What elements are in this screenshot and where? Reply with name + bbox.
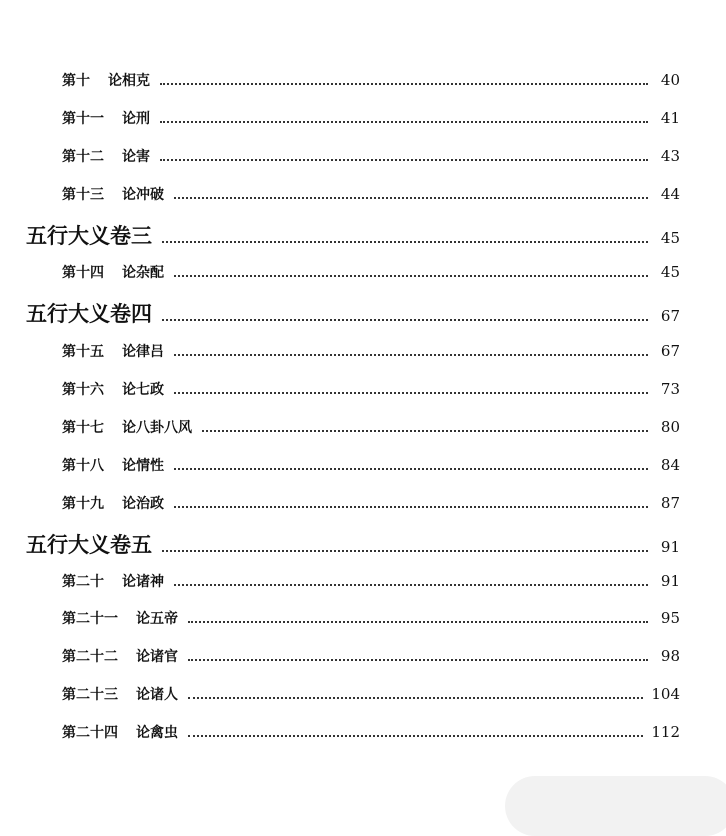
chapter-title: 论杂配 [122, 265, 164, 281]
dot-leader [174, 391, 648, 394]
dot-leader [188, 696, 643, 699]
page-number: 45 [660, 229, 680, 247]
page-number: 67 [660, 307, 680, 325]
dot-leader [188, 734, 643, 737]
dot-leader [160, 120, 648, 123]
dot-leader [162, 240, 648, 243]
chapter-title: 论诸官 [136, 649, 178, 665]
page-number: 112 [651, 723, 680, 741]
page-number: 40 [660, 71, 680, 89]
toc-entry[interactable] [62, 262, 680, 282]
page-number: 84 [660, 456, 680, 474]
chapter-number: 第二十四 [62, 725, 118, 741]
dot-leader [160, 158, 648, 161]
dot-leader [174, 274, 648, 277]
chapter-title: 论相克 [108, 73, 150, 89]
chapter-number: 第二十三 [62, 687, 118, 703]
toc-entry[interactable] [62, 341, 680, 361]
dot-leader [162, 318, 648, 321]
chapter-number: 第二十 [62, 574, 104, 590]
chapter-title: 论情性 [122, 458, 164, 474]
chapter-title: 论刑 [122, 111, 150, 127]
toc-entry[interactable] [62, 455, 680, 475]
page-number: 98 [660, 647, 680, 665]
dot-leader [174, 505, 648, 508]
chapter-number: 第十六 [62, 382, 104, 398]
dot-leader [174, 583, 648, 586]
toc-volume-entry[interactable] [26, 529, 680, 559]
chapter-title: 论禽虫 [136, 725, 178, 741]
chapter-number: 第十三 [62, 187, 104, 203]
volume-title: 五行大义卷三 [26, 223, 152, 248]
toc-entry[interactable] [62, 608, 680, 628]
chapter-title: 论治政 [122, 496, 164, 512]
dot-leader [174, 353, 648, 356]
toc-entry[interactable] [62, 417, 680, 437]
volume-title: 五行大义卷五 [26, 532, 152, 557]
chapter-number: 第十九 [62, 496, 104, 512]
page-number: 44 [660, 185, 680, 203]
chapter-number: 第二十二 [62, 649, 118, 665]
chapter-number: 第十 [62, 73, 90, 89]
page-number: 91 [660, 538, 680, 556]
chapter-title: 论八卦八风 [122, 420, 192, 436]
dot-leader [188, 620, 648, 623]
chapter-number: 第十八 [62, 458, 104, 474]
chapter-number: 第二十一 [62, 611, 118, 627]
toc-entry[interactable] [62, 108, 680, 128]
toc-entry[interactable] [62, 70, 680, 90]
toc-entry[interactable] [62, 722, 680, 742]
page-number: 73 [660, 380, 680, 398]
chapter-number: 第十四 [62, 265, 104, 281]
page-number: 80 [660, 418, 680, 436]
toc-volume-entry[interactable] [26, 298, 680, 328]
page-number: 87 [660, 494, 680, 512]
dot-leader [162, 549, 648, 552]
scan-smudge [505, 776, 726, 836]
dot-leader [174, 467, 648, 470]
dot-leader [174, 196, 648, 199]
chapter-number: 第十一 [62, 111, 104, 127]
chapter-title: 论七政 [122, 382, 164, 398]
volume-title: 五行大义卷四 [26, 301, 152, 326]
page-number: 41 [660, 109, 680, 127]
page-number: 45 [660, 263, 680, 281]
toc-entry[interactable] [62, 571, 680, 591]
toc-entry[interactable] [62, 684, 680, 704]
dot-leader [160, 82, 648, 85]
page-number: 95 [660, 609, 680, 627]
toc-entry[interactable] [62, 184, 680, 204]
page-number: 91 [660, 572, 680, 590]
toc-entry[interactable] [62, 493, 680, 513]
toc-entry[interactable] [62, 146, 680, 166]
chapter-title: 论诸神 [122, 574, 164, 590]
toc-volume-entry[interactable] [26, 220, 680, 250]
chapter-number: 第十七 [62, 420, 104, 436]
page-number: 43 [660, 147, 680, 165]
page-number: 104 [651, 685, 680, 703]
chapter-title: 论害 [122, 149, 150, 165]
toc-entry[interactable] [62, 646, 680, 666]
toc-entry[interactable] [62, 379, 680, 399]
chapter-number: 第十二 [62, 149, 104, 165]
dot-leader [188, 658, 648, 661]
chapter-title: 论五帝 [136, 611, 178, 627]
chapter-title: 论冲破 [122, 187, 164, 203]
page-number: 67 [660, 342, 680, 360]
chapter-title: 论诸人 [136, 687, 178, 703]
chapter-title: 论律吕 [122, 344, 164, 360]
chapter-number: 第十五 [62, 344, 104, 360]
dot-leader [202, 429, 648, 432]
